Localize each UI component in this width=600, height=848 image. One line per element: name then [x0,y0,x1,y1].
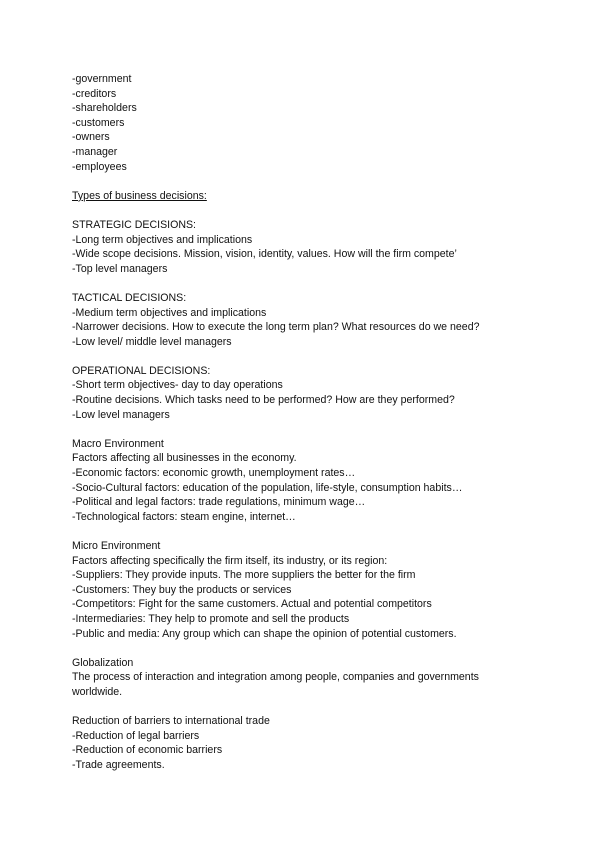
list-item: -Short term objectives- day to day operations [72,379,283,392]
list-item: -Technological factors: steam engine, internet… [72,510,296,523]
section-heading: OPERATIONAL DECISIONS: [72,364,211,377]
macro-section [72,437,560,525]
list-item: -Routine decisions. Which tasks need to be performed? How are they performed? [72,394,455,407]
list-item: -creditors [72,87,117,100]
list-item: -employees [72,160,127,173]
types-heading: Types of business decisions: [72,189,207,202]
list-item: -manager [72,145,118,158]
list-item: -Narrower decisions. How to execute the long term plan? What resources do we need? [72,321,480,334]
list-item: -Trade agreements. [72,758,165,771]
list-item: -Wide scope decisions. Mission, vision, identity, values. How will the firm compete’ [72,248,457,261]
globalization-section [72,656,560,700]
list-item: -Suppliers: They provide inputs. The more suppliers the better for the firm [72,569,416,582]
section-heading: Globalization [72,656,134,669]
list-item: -Top level managers [72,262,168,275]
tactical-section [72,291,560,349]
list-item: -government [72,73,132,85]
reduction-section [72,714,560,772]
stakeholder-list [72,72,560,174]
list-item: -Public and media: Any group which can shape the opinion of potential customers. [72,627,457,640]
section-heading: Micro Environment [72,540,161,552]
paragraph-line: The process of interaction and integration among people, companies and governments [72,671,479,684]
section-heading: Reduction of barriers to international trade [72,715,270,728]
list-item: -Socio-Cultural factors: education of the population, life-style, consumption habits… [72,481,463,494]
list-item: -Political and legal factors: trade regulations, minimum wage… [72,496,366,509]
list-item: Factors affecting specifically the firm itself, its industry, or its region: [72,554,388,567]
list-item: -customers [72,116,125,129]
list-item: Factors affecting all businesses in the economy. [72,452,297,465]
operational-section [72,364,560,422]
list-item: -Economic factors: economic growth, unemployment rates… [72,467,356,480]
list-item: -Medium term objectives and implications [72,306,267,319]
strategic-section [72,218,560,276]
paragraph-line: worldwide. [72,685,123,698]
list-item: -Customers: They buy the products or services [72,583,292,596]
section-heading: TACTICAL DECISIONS: [72,291,187,304]
list-item: -Low level managers [72,408,170,421]
list-item: -Reduction of economic barriers [72,744,223,757]
list-item: -Competitors: Fight for the same customers. Actual and potential competitors [72,598,432,611]
list-item: -Long term objectives and implications [72,233,253,246]
section-heading: Macro Environment [72,437,164,450]
list-item: -owners [72,131,110,144]
list-item: -Intermediaries: They help to promote and sell the products [72,612,350,625]
list-item: -Reduction of legal barriers [72,729,200,742]
list-item: -Low level/ middle level managers [72,335,232,348]
section-heading: STRATEGIC DECISIONS: [72,218,197,231]
list-item: -shareholders [72,102,137,115]
micro-section [72,539,560,641]
